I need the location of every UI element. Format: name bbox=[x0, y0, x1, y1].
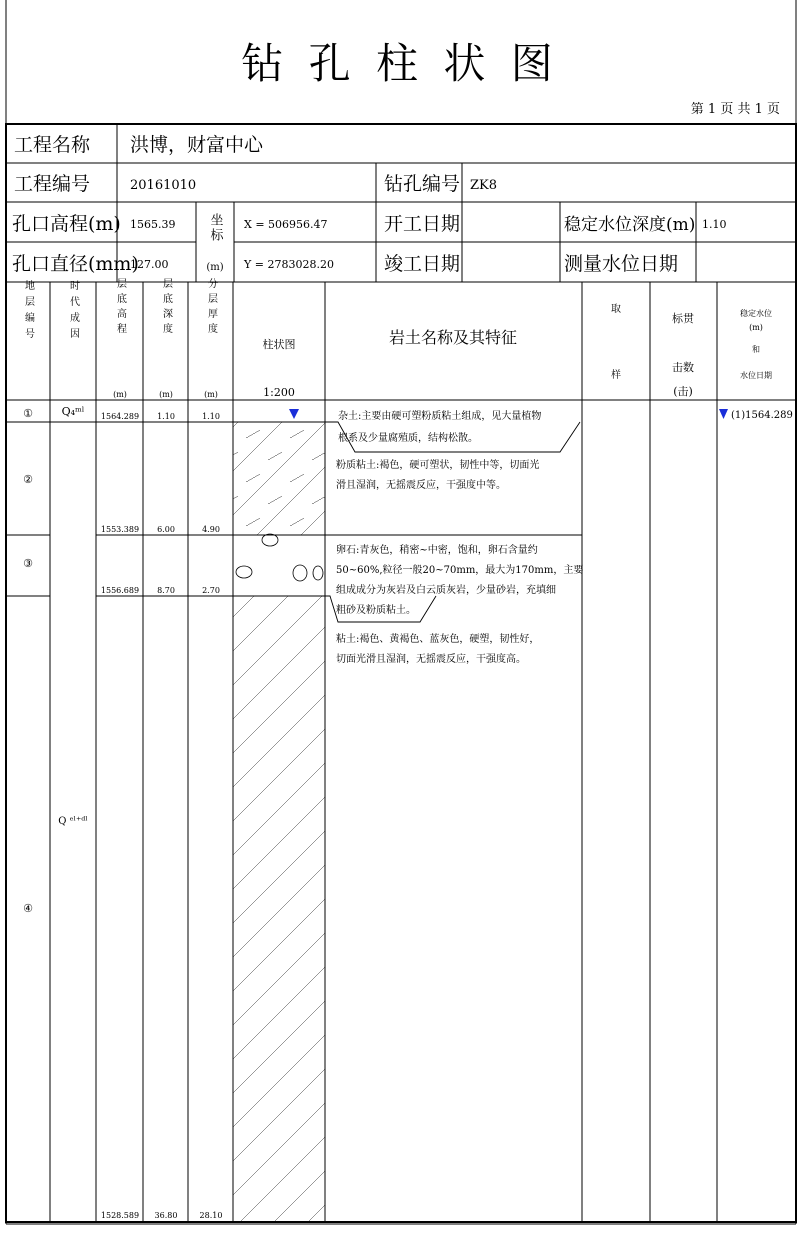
col-era: 时代成因 bbox=[67, 280, 79, 344]
desc-2-line-1: 粉质粘土:褐色，硬可塑状，韧性中等，切面光 bbox=[336, 460, 540, 471]
desc-1-line-2: 根系及少量腐殖质，结构松散。 bbox=[338, 433, 478, 444]
desc-1-line-1: 杂土:主要由硬可塑粉质粘土组成，见大量植物 bbox=[338, 411, 542, 422]
log-clay bbox=[233, 596, 325, 1222]
coord-x: X = 506956.47 bbox=[244, 218, 328, 231]
desc-4-line-1: 粘土:褐色、黄褐色、蓝灰色，硬塑，韧性好， bbox=[336, 634, 540, 645]
layer-4-bottom-depth: 36.80 bbox=[154, 1211, 178, 1220]
col-sample-1: 取 bbox=[611, 304, 621, 315]
layer-3-thickness: 2.70 bbox=[202, 586, 220, 595]
desc-3-line-1: 卵石:青灰色，稍密~中密，饱和，卵石含量约 bbox=[336, 545, 538, 556]
layer-1-no: ① bbox=[23, 407, 33, 420]
page-title: 钻 孔 柱 状 图 bbox=[241, 39, 559, 88]
project-no: 20161010 bbox=[130, 178, 197, 193]
layer-1-thickness: 1.10 bbox=[202, 412, 220, 421]
layer-2-thickness: 4.90 bbox=[202, 525, 220, 534]
col-water-3: 和 bbox=[752, 345, 760, 354]
coord-label: 坐标 bbox=[207, 213, 223, 243]
col-thickness-unit: (m) bbox=[204, 390, 218, 399]
borehole-no-label: 钻孔编号 bbox=[384, 173, 461, 195]
project-name: 洪博，财富中心 bbox=[130, 134, 264, 156]
coord-unit: (m) bbox=[206, 262, 224, 273]
col-spt-3: (击) bbox=[673, 385, 693, 398]
end-date-label: 竣工日期 bbox=[384, 253, 461, 275]
col-bottom-elev-unit: (m) bbox=[113, 390, 127, 399]
layer-2-bottom-elev: 1553.389 bbox=[100, 525, 140, 534]
stable-water-value: 1.10 bbox=[702, 218, 727, 231]
col-layer-no: 地层编号 bbox=[22, 280, 34, 344]
layer-4-era: Q ᵉˡ⁺ᵈˡ bbox=[58, 816, 88, 827]
start-date-label: 开工日期 bbox=[384, 213, 461, 235]
coord-y: Y = 2783028.20 bbox=[244, 258, 334, 271]
diameter-value: 127.00 bbox=[130, 258, 169, 271]
col-scale: 1:200 bbox=[263, 386, 295, 399]
layer-1-era: Q₄ᵐˡ bbox=[61, 405, 85, 418]
layer-4-thickness: 28.10 bbox=[199, 1211, 223, 1220]
water-reading-marker-icon bbox=[719, 409, 728, 419]
project-name-label: 工程名称 bbox=[14, 134, 91, 156]
stable-water-label: 稳定水位深度(m) bbox=[564, 215, 696, 235]
page-info: 第 1 页 共 1 页 bbox=[690, 102, 780, 117]
col-water-4: 水位日期 bbox=[740, 371, 772, 380]
layer-3-bottom-elev: 1556.689 bbox=[100, 586, 140, 595]
desc-3-line-4: 粗砂及粉质粘土。 bbox=[336, 605, 416, 616]
layer-1-bottom-elev: 1564.289 bbox=[100, 412, 140, 421]
layer-4-no: ④ bbox=[23, 902, 33, 915]
layer-3-bottom-depth: 8.70 bbox=[157, 586, 175, 595]
elevation-value: 1565.39 bbox=[130, 218, 176, 231]
col-log: 柱状图 bbox=[262, 338, 296, 351]
col-spt-2: 击数 bbox=[672, 361, 694, 374]
elevation-label: 孔口高程(m) bbox=[12, 213, 121, 235]
col-spt-1: 标贯 bbox=[672, 312, 694, 325]
log-gravel bbox=[236, 534, 323, 581]
desc-2-line-2: 滑且湿润，无摇震反应，干强度中等。 bbox=[336, 480, 506, 491]
diameter-label: 孔口直径(mm) bbox=[12, 253, 139, 275]
col-water-2: (m) bbox=[749, 323, 763, 332]
col-sample-2: 样 bbox=[611, 370, 621, 381]
layer-4-bottom-elev: 1528.589 bbox=[100, 1211, 140, 1220]
desc-4-line-2: 切面光滑且湿润，无摇震反应，干强度高。 bbox=[336, 654, 526, 665]
col-bottom-depth-unit: (m) bbox=[159, 390, 173, 399]
borehole-no: ZK8 bbox=[470, 178, 498, 193]
col-thickness: 分层厚度 bbox=[205, 278, 217, 338]
water-level-marker-icon bbox=[289, 409, 299, 419]
desc-3-line-2: 50~60%,粒径一般20~70mm，最大为170mm，主要 bbox=[336, 565, 584, 576]
log-silty-clay bbox=[233, 422, 325, 535]
layer-1-bottom-depth: 1.10 bbox=[157, 412, 175, 421]
project-no-label: 工程编号 bbox=[14, 173, 91, 195]
layer-2-bottom-depth: 6.00 bbox=[157, 525, 175, 534]
col-bottom-elev: 层底高程 bbox=[114, 278, 126, 338]
col-water-1: 稳定水位 bbox=[740, 309, 772, 318]
layer-3-no: ③ bbox=[23, 557, 33, 570]
col-bottom-depth: 层底深度 bbox=[160, 278, 172, 338]
water-reading: (1)1564.289 bbox=[731, 410, 793, 421]
layer-2-no: ② bbox=[23, 473, 33, 486]
col-description: 岩土名称及其特征 bbox=[388, 328, 518, 347]
desc-3-line-3: 组成成分为灰岩及白云质灰岩，少量砂岩，充填细 bbox=[336, 585, 556, 596]
water-date-label: 测量水位日期 bbox=[564, 253, 679, 275]
